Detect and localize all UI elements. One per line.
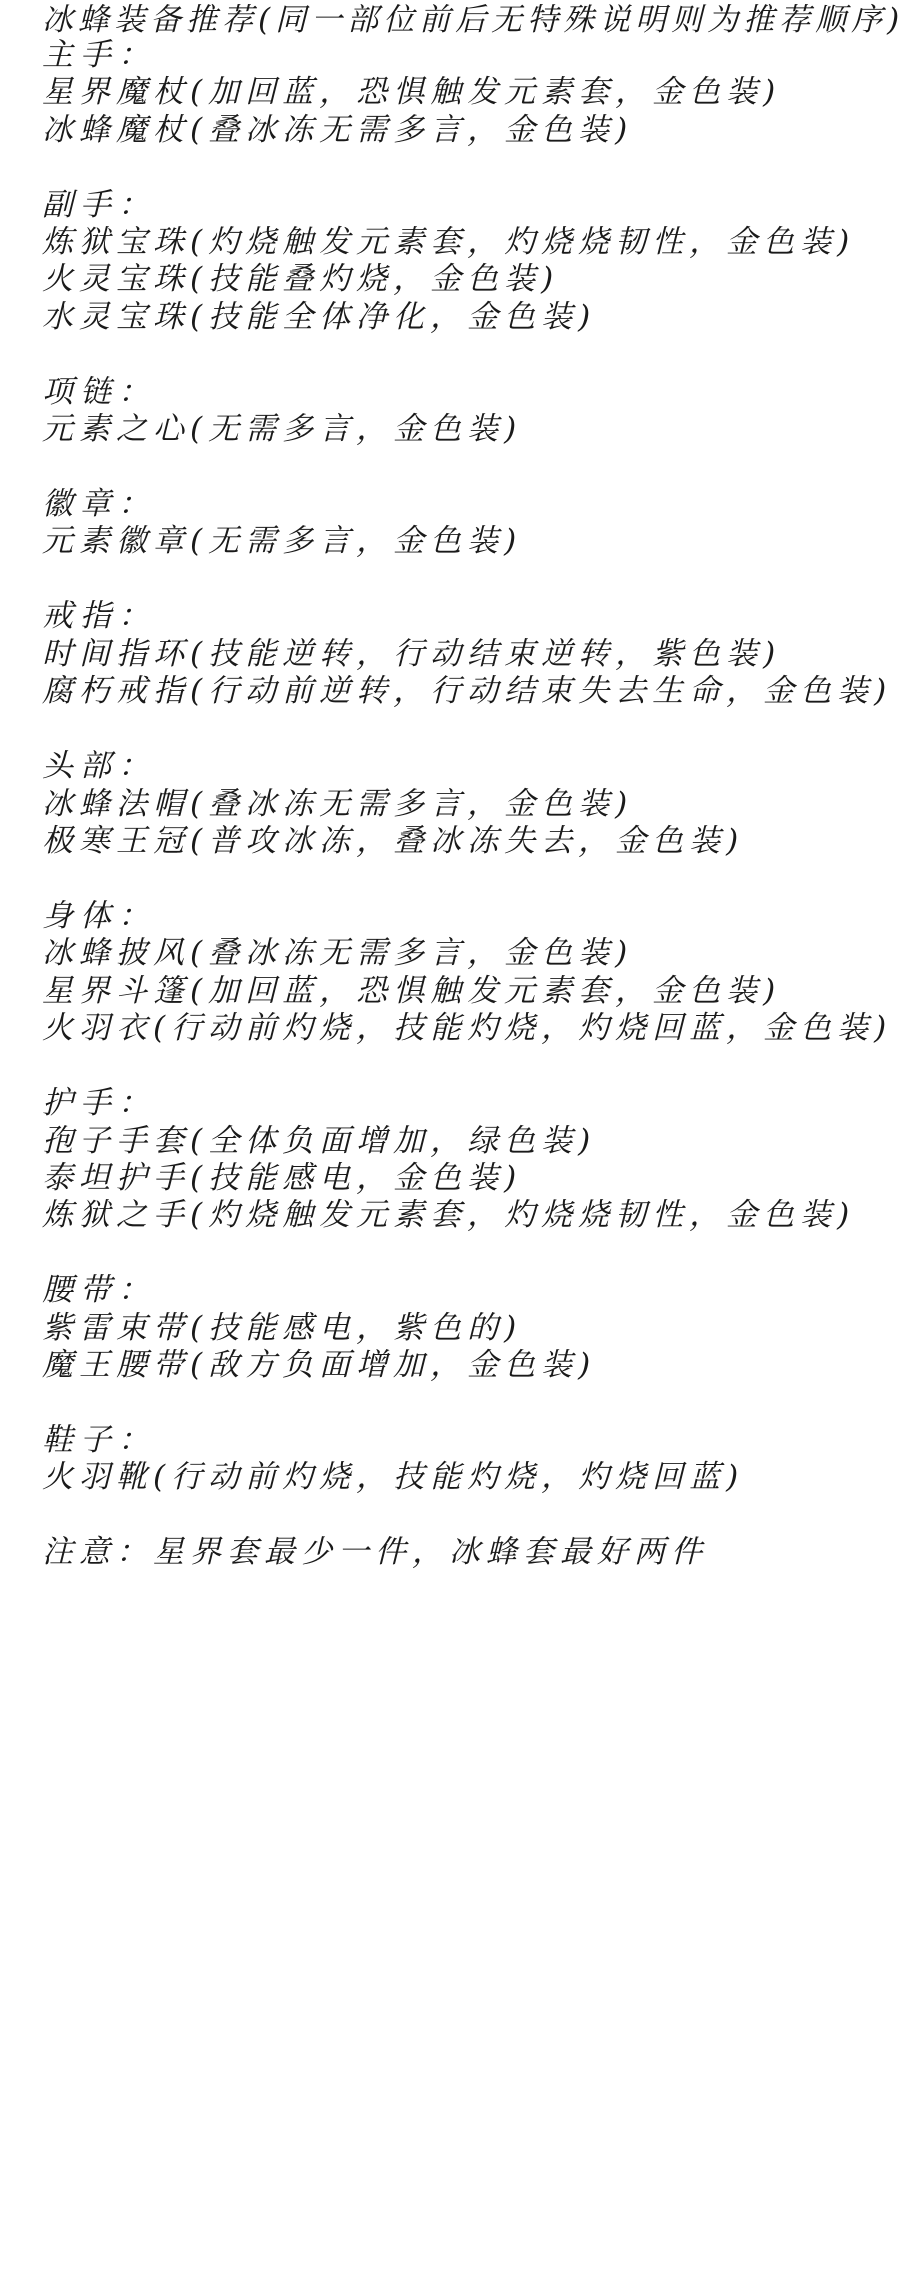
list-item: 炼狱宝珠(灼烧触发元素套，灼烧烧韧性，金色装): [42, 224, 856, 260]
section-heading-head: 头部：: [42, 748, 156, 784]
list-item: 魔王腰带(敌方负面增加，金色装): [42, 1347, 597, 1383]
section-heading-off-hand: 副手：: [42, 187, 156, 223]
section-heading-gauntlets: 护手：: [42, 1085, 156, 1121]
list-item: 极寒王冠(普攻冰冻，叠冰冻失去，金色装): [42, 823, 745, 859]
list-item: 星界魔杖(加回蓝，恐惧触发元素套，金色装): [42, 74, 782, 110]
list-item: 孢子手套(全体负面增加，绿色装): [42, 1123, 597, 1159]
section-heading-belt: 腰带：: [42, 1272, 156, 1308]
list-item: 泰坦护手(技能感电，金色装): [42, 1160, 523, 1196]
list-item: 冰蜂披风(叠冰冻无需多言，金色装): [42, 935, 634, 971]
list-item: 冰蜂法帽(叠冰冻无需多言，金色装): [42, 786, 634, 822]
list-item: 水灵宝珠(技能全体净化，金色装): [42, 299, 597, 335]
list-item: 紫雷束带(技能感电，紫色的): [42, 1310, 523, 1346]
section-heading-necklace: 项链：: [42, 374, 156, 410]
list-item: 炼狱之手(灼烧触发元素套，灼烧烧韧性，金色装): [42, 1197, 856, 1233]
list-item: 元素徽章(无需多言，金色装): [42, 523, 523, 559]
list-item: 元素之心(无需多言，金色装): [42, 411, 523, 447]
section-heading-body: 身体：: [42, 898, 156, 934]
list-item: 冰蜂魔杖(叠冰冻无需多言，金色装): [42, 112, 634, 148]
list-item: 星界斗篷(加回蓝，恐惧触发元素套，金色装): [42, 973, 782, 1009]
list-item: 火羽衣(行动前灼烧，技能灼烧，灼烧回蓝，金色装): [42, 1010, 893, 1046]
section-heading-badge: 徽章：: [42, 486, 156, 522]
list-item: 腐朽戒指(行动前逆转，行动结束失去生命，金色装): [42, 673, 893, 709]
document-title: 冰蜂装备推荐(同一部位前后无特殊说明则为推荐顺序): [42, 2, 905, 38]
note-text: 注意：星界套最少一件，冰蜂套最好两件: [42, 1534, 708, 1570]
list-item: 火羽靴(行动前灼烧，技能灼烧，灼烧回蓝): [42, 1459, 745, 1495]
list-item: 火灵宝珠(技能叠灼烧，金色装): [42, 261, 560, 297]
list-item: 时间指环(技能逆转，行动结束逆转，紫色装): [42, 636, 782, 672]
section-heading-shoes: 鞋子：: [42, 1422, 156, 1458]
section-heading-ring: 戒指：: [42, 598, 156, 634]
section-heading-main-hand: 主手：: [42, 37, 156, 73]
